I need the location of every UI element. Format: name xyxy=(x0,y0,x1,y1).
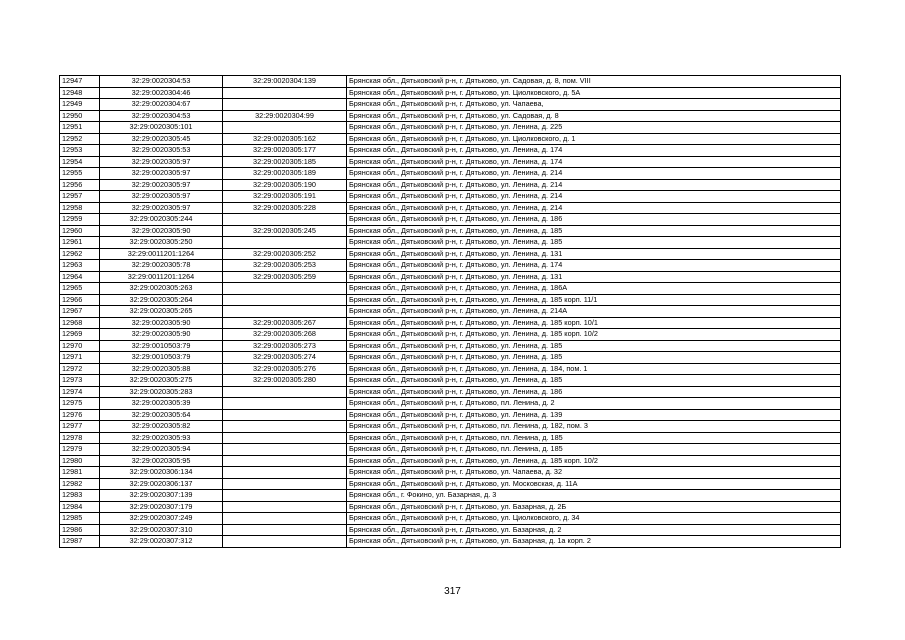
address-cell: Брянская обл., Дятьковский р-н, г. Дятьково, ул. Ленина, д. 184, пом. 1 xyxy=(347,363,841,375)
table-row xyxy=(60,168,841,180)
address-cell: Брянская обл., Дятьковский р-н, г. Дятьково, пл. Ленина, д. 185 xyxy=(347,432,841,444)
row-number-cell: 12969 xyxy=(60,329,100,341)
table-row xyxy=(60,122,841,134)
table-row xyxy=(60,409,841,421)
address-cell: Брянская обл., Дятьковский р-н, г. Дятьково, ул. Чапаева, д. 32 xyxy=(347,467,841,479)
table-row xyxy=(60,237,841,249)
object-cadastral-number-cell: 32:29:0020305:259 xyxy=(223,271,347,283)
cadastral-number-cell: 32:29:0020305:264 xyxy=(100,294,223,306)
object-cadastral-number-cell xyxy=(223,490,347,502)
table-row xyxy=(60,444,841,456)
cadastral-number-cell: 32:29:0020305:97 xyxy=(100,191,223,203)
registry-table xyxy=(59,75,841,548)
table-row xyxy=(60,375,841,387)
table-row xyxy=(60,179,841,191)
object-cadastral-number-cell xyxy=(223,444,347,456)
address-cell: Брянская обл., Дятьковский р-н, г. Дятьково, ул. Садовая, д. 8, пом. VIII xyxy=(347,76,841,88)
address-cell: Брянская обл., Дятьковский р-н, г. Дятьково, ул. Ленина, д. 139 xyxy=(347,409,841,421)
cadastral-number-cell: 32:29:0020305:265 xyxy=(100,306,223,318)
object-cadastral-number-cell: 32:29:0020305:252 xyxy=(223,248,347,260)
cadastral-number-cell: 32:29:0020307:249 xyxy=(100,513,223,525)
object-cadastral-number-cell: 32:29:0020305:190 xyxy=(223,179,347,191)
address-cell: Брянская обл., Дятьковский р-н, г. Дятьково, ул. Базарная, д. 2 xyxy=(347,524,841,536)
row-number-cell: 12947 xyxy=(60,76,100,88)
address-cell: Брянская обл., Дятьковский р-н, г. Дятьково, ул. Ленина, д. 225 xyxy=(347,122,841,134)
address-cell: Брянская обл., Дятьковский р-н, г. Дятьково, ул. Московская, д. 11А xyxy=(347,478,841,490)
object-cadastral-number-cell xyxy=(223,455,347,467)
object-cadastral-number-cell xyxy=(223,122,347,134)
address-cell: Брянская обл., Дятьковский р-н, г. Дятьково, ул. Ленина, д. 174 xyxy=(347,145,841,157)
cadastral-number-cell: 32:29:0020305:39 xyxy=(100,398,223,410)
table-row xyxy=(60,191,841,203)
cadastral-number-cell: 32:29:0020305:93 xyxy=(100,432,223,444)
object-cadastral-number-cell: 32:29:0020305:273 xyxy=(223,340,347,352)
cadastral-number-cell: 32:29:0020306:134 xyxy=(100,467,223,479)
cadastral-number-cell: 32:29:0020307:310 xyxy=(100,524,223,536)
cadastral-number-cell: 32:29:0020305:97 xyxy=(100,202,223,214)
object-cadastral-number-cell: 32:29:0020305:185 xyxy=(223,156,347,168)
table-row xyxy=(60,352,841,364)
address-cell: Брянская обл., Дятьковский р-н, г. Дятьково, ул. Ленина, д. 131 xyxy=(347,271,841,283)
table-row xyxy=(60,363,841,375)
cadastral-number-cell: 32:29:0020305:97 xyxy=(100,168,223,180)
cadastral-number-cell: 32:29:0020305:94 xyxy=(100,444,223,456)
table-row xyxy=(60,467,841,479)
row-number-cell: 12987 xyxy=(60,536,100,548)
address-cell: Брянская обл., Дятьковский р-н, г. Дятьково, ул. Ленина, д. 214А xyxy=(347,306,841,318)
object-cadastral-number-cell: 32:29:0020305:177 xyxy=(223,145,347,157)
row-number-cell: 12965 xyxy=(60,283,100,295)
row-number-cell: 12978 xyxy=(60,432,100,444)
address-cell: Брянская обл., г. Фокино, ул. Базарная, д. 3 xyxy=(347,490,841,502)
cadastral-number-cell: 32:29:0020305:45 xyxy=(100,133,223,145)
address-cell: Брянская обл., Дятьковский р-н, г. Дятьково, ул. Ленина, д. 186А xyxy=(347,283,841,295)
address-cell: Брянская обл., Дятьковский р-н, г. Дятьково, ул. Ленина, д. 214 xyxy=(347,202,841,214)
table-row xyxy=(60,398,841,410)
object-cadastral-number-cell: 32:29:0020305:162 xyxy=(223,133,347,145)
object-cadastral-number-cell xyxy=(223,99,347,111)
row-number-cell: 12974 xyxy=(60,386,100,398)
cadastral-number-cell: 32:29:0020304:67 xyxy=(100,99,223,111)
object-cadastral-number-cell: 32:29:0020305:276 xyxy=(223,363,347,375)
cadastral-number-cell: 32:29:0020305:97 xyxy=(100,179,223,191)
table-row xyxy=(60,214,841,226)
cadastral-number-cell: 32:29:0020307:312 xyxy=(100,536,223,548)
object-cadastral-number-cell: 32:29:0020305:267 xyxy=(223,317,347,329)
row-number-cell: 12956 xyxy=(60,179,100,191)
object-cadastral-number-cell xyxy=(223,386,347,398)
table-row xyxy=(60,99,841,111)
row-number-cell: 12964 xyxy=(60,271,100,283)
table-row xyxy=(60,294,841,306)
row-number-cell: 12980 xyxy=(60,455,100,467)
object-cadastral-number-cell xyxy=(223,513,347,525)
address-cell: Брянская обл., Дятьковский р-н, г. Дятьково, ул. Ленина, д. 214 xyxy=(347,191,841,203)
cadastral-number-cell: 32:29:0020307:179 xyxy=(100,501,223,513)
table-row xyxy=(60,133,841,145)
object-cadastral-number-cell xyxy=(223,398,347,410)
object-cadastral-number-cell: 32:29:0020304:139 xyxy=(223,76,347,88)
table-row xyxy=(60,421,841,433)
cadastral-number-cell: 32:29:0010503:79 xyxy=(100,340,223,352)
row-number-cell: 12952 xyxy=(60,133,100,145)
object-cadastral-number-cell xyxy=(223,467,347,479)
address-cell: Брянская обл., Дятьковский р-н, г. Дятьково, ул. Ленина, д. 214 xyxy=(347,168,841,180)
object-cadastral-number-cell xyxy=(223,409,347,421)
table-row xyxy=(60,455,841,467)
page-number: 317 xyxy=(444,586,461,597)
object-cadastral-number-cell xyxy=(223,421,347,433)
row-number-cell: 12975 xyxy=(60,398,100,410)
table-row xyxy=(60,329,841,341)
row-number-cell: 12951 xyxy=(60,122,100,134)
object-cadastral-number-cell xyxy=(223,432,347,444)
cadastral-number-cell: 32:29:0020305:88 xyxy=(100,363,223,375)
row-number-cell: 12948 xyxy=(60,87,100,99)
address-cell: Брянская обл., Дятьковский р-н, г. Дятьково, ул. Ленина, д. 131 xyxy=(347,248,841,260)
row-number-cell: 12968 xyxy=(60,317,100,329)
table-row xyxy=(60,110,841,122)
object-cadastral-number-cell: 32:29:0020305:228 xyxy=(223,202,347,214)
row-number-cell: 12983 xyxy=(60,490,100,502)
registry-table-body xyxy=(60,76,841,548)
address-cell: Брянская обл., Дятьковский р-н, г. Дятьково, ул. Ленина, д. 185 xyxy=(347,225,841,237)
cadastral-number-cell: 32:29:0020305:90 xyxy=(100,317,223,329)
cadastral-number-cell: 32:29:0020305:275 xyxy=(100,375,223,387)
address-cell: Брянская обл., Дятьковский р-н, г. Дятьково, ул. Ленина, д. 185 корп. 10/2 xyxy=(347,329,841,341)
table-row xyxy=(60,317,841,329)
object-cadastral-number-cell xyxy=(223,283,347,295)
object-cadastral-number-cell xyxy=(223,536,347,548)
table-row xyxy=(60,340,841,352)
cadastral-number-cell: 32:29:0020305:101 xyxy=(100,122,223,134)
row-number-cell: 12960 xyxy=(60,225,100,237)
table-row xyxy=(60,156,841,168)
table-row xyxy=(60,87,841,99)
address-cell: Брянская обл., Дятьковский р-н, г. Дятьково, ул. Ленина, д. 185 корп. 10/2 xyxy=(347,455,841,467)
object-cadastral-number-cell: 32:29:0020305:280 xyxy=(223,375,347,387)
cadastral-number-cell: 32:29:0020305:82 xyxy=(100,421,223,433)
row-number-cell: 12976 xyxy=(60,409,100,421)
address-cell: Брянская обл., Дятьковский р-н, г. Дятьково, ул. Базарная, д. 2Б xyxy=(347,501,841,513)
table-row xyxy=(60,478,841,490)
address-cell: Брянская обл., Дятьковский р-н, г. Дятьково, ул. Циолковского, д. 1 xyxy=(347,133,841,145)
address-cell: Брянская обл., Дятьковский р-н, г. Дятьково, ул. Ленина, д. 174 xyxy=(347,260,841,272)
address-cell: Брянская обл., Дятьковский р-н, г. Дятьково, ул. Циолковского, д. 34 xyxy=(347,513,841,525)
address-cell: Брянская обл., Дятьковский р-н, г. Дятьково, ул. Базарная, д. 1а корп. 2 xyxy=(347,536,841,548)
row-number-cell: 12973 xyxy=(60,375,100,387)
row-number-cell: 12961 xyxy=(60,237,100,249)
table-row xyxy=(60,76,841,88)
row-number-cell: 12979 xyxy=(60,444,100,456)
object-cadastral-number-cell: 32:29:0020304:99 xyxy=(223,110,347,122)
table-row xyxy=(60,202,841,214)
address-cell: Брянская обл., Дятьковский р-н, г. Дятьково, пл. Ленина, д. 2 xyxy=(347,398,841,410)
cadastral-number-cell: 32:29:0020305:53 xyxy=(100,145,223,157)
address-cell: Брянская обл., Дятьковский р-н, г. Дятьково, ул. Ленина, д. 174 xyxy=(347,156,841,168)
row-number-cell: 12972 xyxy=(60,363,100,375)
row-number-cell: 12982 xyxy=(60,478,100,490)
cadastral-number-cell: 32:29:0020305:78 xyxy=(100,260,223,272)
cadastral-number-cell: 32:29:0020306:137 xyxy=(100,478,223,490)
cadastral-number-cell: 32:29:0020305:263 xyxy=(100,283,223,295)
cadastral-number-cell: 32:29:0011201:1264 xyxy=(100,271,223,283)
cadastral-number-cell: 32:29:0020304:53 xyxy=(100,76,223,88)
object-cadastral-number-cell: 32:29:0020305:191 xyxy=(223,191,347,203)
row-number-cell: 12962 xyxy=(60,248,100,260)
row-number-cell: 12981 xyxy=(60,467,100,479)
cadastral-number-cell: 32:29:0020305:283 xyxy=(100,386,223,398)
object-cadastral-number-cell xyxy=(223,237,347,249)
row-number-cell: 12985 xyxy=(60,513,100,525)
row-number-cell: 12954 xyxy=(60,156,100,168)
address-cell: Брянская обл., Дятьковский р-н, г. Дятьково, ул. Ленина, д. 185 xyxy=(347,340,841,352)
table-row xyxy=(60,386,841,398)
row-number-cell: 12953 xyxy=(60,145,100,157)
table-row xyxy=(60,432,841,444)
object-cadastral-number-cell xyxy=(223,501,347,513)
address-cell: Брянская обл., Дятьковский р-н, г. Дятьково, ул. Садовая, д. 8 xyxy=(347,110,841,122)
table-row xyxy=(60,283,841,295)
cadastral-number-cell: 32:29:0020305:90 xyxy=(100,225,223,237)
address-cell: Брянская обл., Дятьковский р-н, г. Дятьково, ул. Ленина, д. 185 корп. 11/1 xyxy=(347,294,841,306)
row-number-cell: 12986 xyxy=(60,524,100,536)
cadastral-number-cell: 32:29:0020304:53 xyxy=(100,110,223,122)
row-number-cell: 12957 xyxy=(60,191,100,203)
address-cell: Брянская обл., Дятьковский р-н, г. Дятьково, ул. Ленина, д. 185 xyxy=(347,237,841,249)
table-row xyxy=(60,145,841,157)
table-row xyxy=(60,225,841,237)
row-number-cell: 12950 xyxy=(60,110,100,122)
row-number-cell: 12967 xyxy=(60,306,100,318)
object-cadastral-number-cell xyxy=(223,294,347,306)
address-cell: Брянская обл., Дятьковский р-н, г. Дятьково, ул. Чапаева, xyxy=(347,99,841,111)
cadastral-number-cell: 32:29:0020305:64 xyxy=(100,409,223,421)
row-number-cell: 12977 xyxy=(60,421,100,433)
table-row xyxy=(60,524,841,536)
table-row xyxy=(60,501,841,513)
table-row xyxy=(60,248,841,260)
row-number-cell: 12958 xyxy=(60,202,100,214)
cadastral-number-cell: 32:29:0020305:95 xyxy=(100,455,223,467)
address-cell: Брянская обл., Дятьковский р-н, г. Дятьково, ул. Ленина, д. 185 xyxy=(347,352,841,364)
object-cadastral-number-cell: 32:29:0020305:189 xyxy=(223,168,347,180)
row-number-cell: 12955 xyxy=(60,168,100,180)
row-number-cell: 12970 xyxy=(60,340,100,352)
table-row xyxy=(60,260,841,272)
table-row xyxy=(60,536,841,548)
address-cell: Брянская обл., Дятьковский р-н, г. Дятьково, ул. Ленина, д. 214 xyxy=(347,179,841,191)
object-cadastral-number-cell xyxy=(223,524,347,536)
table-row xyxy=(60,513,841,525)
object-cadastral-number-cell xyxy=(223,214,347,226)
object-cadastral-number-cell: 32:29:0020305:245 xyxy=(223,225,347,237)
object-cadastral-number-cell: 32:29:0020305:268 xyxy=(223,329,347,341)
table-row xyxy=(60,490,841,502)
address-cell: Брянская обл., Дятьковский р-н, г. Дятьково, ул. Ленина, д. 185 корп. 10/1 xyxy=(347,317,841,329)
address-cell: Брянская обл., Дятьковский р-н, г. Дятьково, ул. Ленина, д. 186 xyxy=(347,214,841,226)
row-number-cell: 12963 xyxy=(60,260,100,272)
address-cell: Брянская обл., Дятьковский р-н, г. Дятьково, ул. Циолковского, д. 5А xyxy=(347,87,841,99)
row-number-cell: 12966 xyxy=(60,294,100,306)
row-number-cell: 12959 xyxy=(60,214,100,226)
cadastral-number-cell: 32:29:0020305:90 xyxy=(100,329,223,341)
cadastral-number-cell: 32:29:0020305:97 xyxy=(100,156,223,168)
table-row xyxy=(60,306,841,318)
object-cadastral-number-cell: 32:29:0020305:274 xyxy=(223,352,347,364)
object-cadastral-number-cell xyxy=(223,306,347,318)
row-number-cell: 12949 xyxy=(60,99,100,111)
object-cadastral-number-cell xyxy=(223,478,347,490)
row-number-cell: 12984 xyxy=(60,501,100,513)
object-cadastral-number-cell xyxy=(223,87,347,99)
row-number-cell: 12971 xyxy=(60,352,100,364)
cadastral-number-cell: 32:29:0020304:46 xyxy=(100,87,223,99)
address-cell: Брянская обл., Дятьковский р-н, г. Дятьково, ул. Ленина, д. 186 xyxy=(347,386,841,398)
object-cadastral-number-cell: 32:29:0020305:253 xyxy=(223,260,347,272)
address-cell: Брянская обл., Дятьковский р-н, г. Дятьково, пл. Ленина, д. 185 xyxy=(347,444,841,456)
address-cell: Брянская обл., Дятьковский р-н, г. Дятьково, ул. Ленина, д. 185 xyxy=(347,375,841,387)
address-cell: Брянская обл., Дятьковский р-н, г. Дятьково, пл. Ленина, д. 182, пом. 3 xyxy=(347,421,841,433)
cadastral-number-cell: 32:29:0010503:79 xyxy=(100,352,223,364)
cadastral-number-cell: 32:29:0020305:244 xyxy=(100,214,223,226)
cadastral-number-cell: 32:29:0020305:250 xyxy=(100,237,223,249)
table-row xyxy=(60,271,841,283)
cadastral-number-cell: 32:29:0011201:1264 xyxy=(100,248,223,260)
cadastral-number-cell: 32:29:0020307:139 xyxy=(100,490,223,502)
